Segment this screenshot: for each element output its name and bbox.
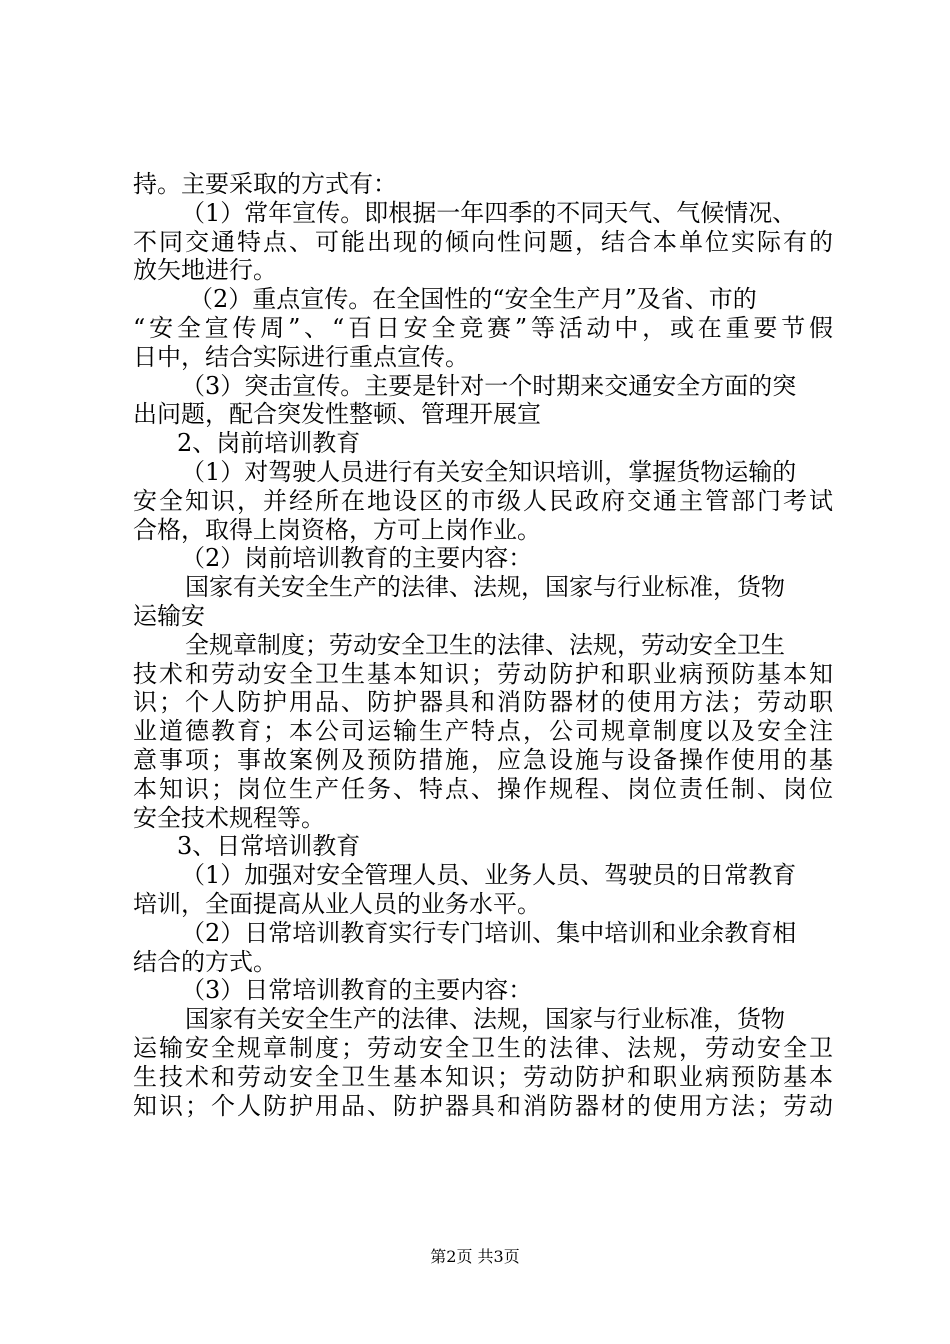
text-line: （2）日常培训教育实行专门培训、集中培训和业余教育相: [181, 918, 797, 947]
document-body: [133, 170, 833, 1120]
text-line: 运输安全规章制度；劳动安全卫生的法律、法规，劳动安全卫: [133, 1033, 833, 1062]
text-line: 培训，全面提高从业人员的业务水平。: [133, 889, 541, 918]
text-line: 生技术和劳动安全卫生基本知识；劳动防护和职业病预防基本: [133, 1062, 833, 1091]
page-number: 第2页 共3页: [430, 1247, 520, 1266]
text-line: 国家有关安全生产的法律、法规，国家与行业标准，货物: [185, 573, 785, 602]
text-line: “安全宣传周”、“百日安全竞赛”等活动中，或在重要节假: [133, 313, 833, 342]
text-line: 持。主要采取的方式有：: [133, 170, 397, 198]
text-line: （1）加强对安全管理人员、业务人员、驾驶员的日常教育: [181, 861, 797, 890]
text-line: 结合的方式。: [133, 947, 277, 976]
text-line: 全规章制度；劳动安全卫生的法律、法规，劳动安全卫生: [185, 630, 785, 659]
text-line: 技术和劳动安全卫生基本知识；劳动防护和职业病预防基本知: [133, 659, 833, 688]
section-heading: 3、日常培训教育: [177, 832, 361, 861]
text-line: 知识；个人防护用品、防护器具和消防器材的使用方法；劳动: [133, 1091, 833, 1120]
text-line: 国家有关安全生产的法律、法规，国家与行业标准，货物: [185, 1005, 785, 1034]
text-line: （3）突击宣传。主要是针对一个时期来交通安全方面的突: [181, 371, 797, 400]
text-line: （3）日常培训教育的主要内容：: [181, 976, 533, 1005]
text-line: 运输安: [133, 601, 205, 630]
text-line: 识；个人防护用品、防护器具和消防器材的使用方法；劳动职: [133, 688, 833, 717]
text-line: 本知识；岗位生产任务、特点、操作规程、岗位责任制、岗位: [133, 774, 833, 803]
text-line: 意事项；事故案例及预防措施，应急设施与设备操作使用的基: [133, 745, 833, 774]
text-line: 安全知识，并经所在地设区的市级人民政府交通主管部门考试: [133, 486, 833, 515]
section-heading: 2、岗前培训教育: [177, 429, 361, 458]
text-line: （2）岗前培训教育的主要内容：: [181, 544, 533, 573]
text-line: （2）重点宣传。在全国性的“安全生产月”及省、市的: [189, 285, 757, 314]
text-line: （1）对驾驶人员进行有关安全知识培训，掌握货物运输的: [181, 457, 797, 486]
text-line: 放矢地进行。: [133, 256, 277, 285]
text-line: （1）常年宣传。即根据一年四季的不同天气、气候情况、: [181, 198, 797, 227]
text-line: 出问题，配合突发性整顿、管理开展宣: [133, 400, 541, 429]
text-line: 不同交通特点、可能出现的倾向性问题，结合本单位实际有的: [133, 227, 833, 256]
text-line: 合格，取得上岗资格，方可上岗作业。: [133, 515, 541, 544]
text-line: 业道德教育；本公司运输生产特点，公司规章制度以及安全注: [133, 717, 833, 746]
text-line: 安全技术规程等。: [133, 803, 325, 832]
text-line: 日中，结合实际进行重点宣传。: [133, 342, 469, 371]
